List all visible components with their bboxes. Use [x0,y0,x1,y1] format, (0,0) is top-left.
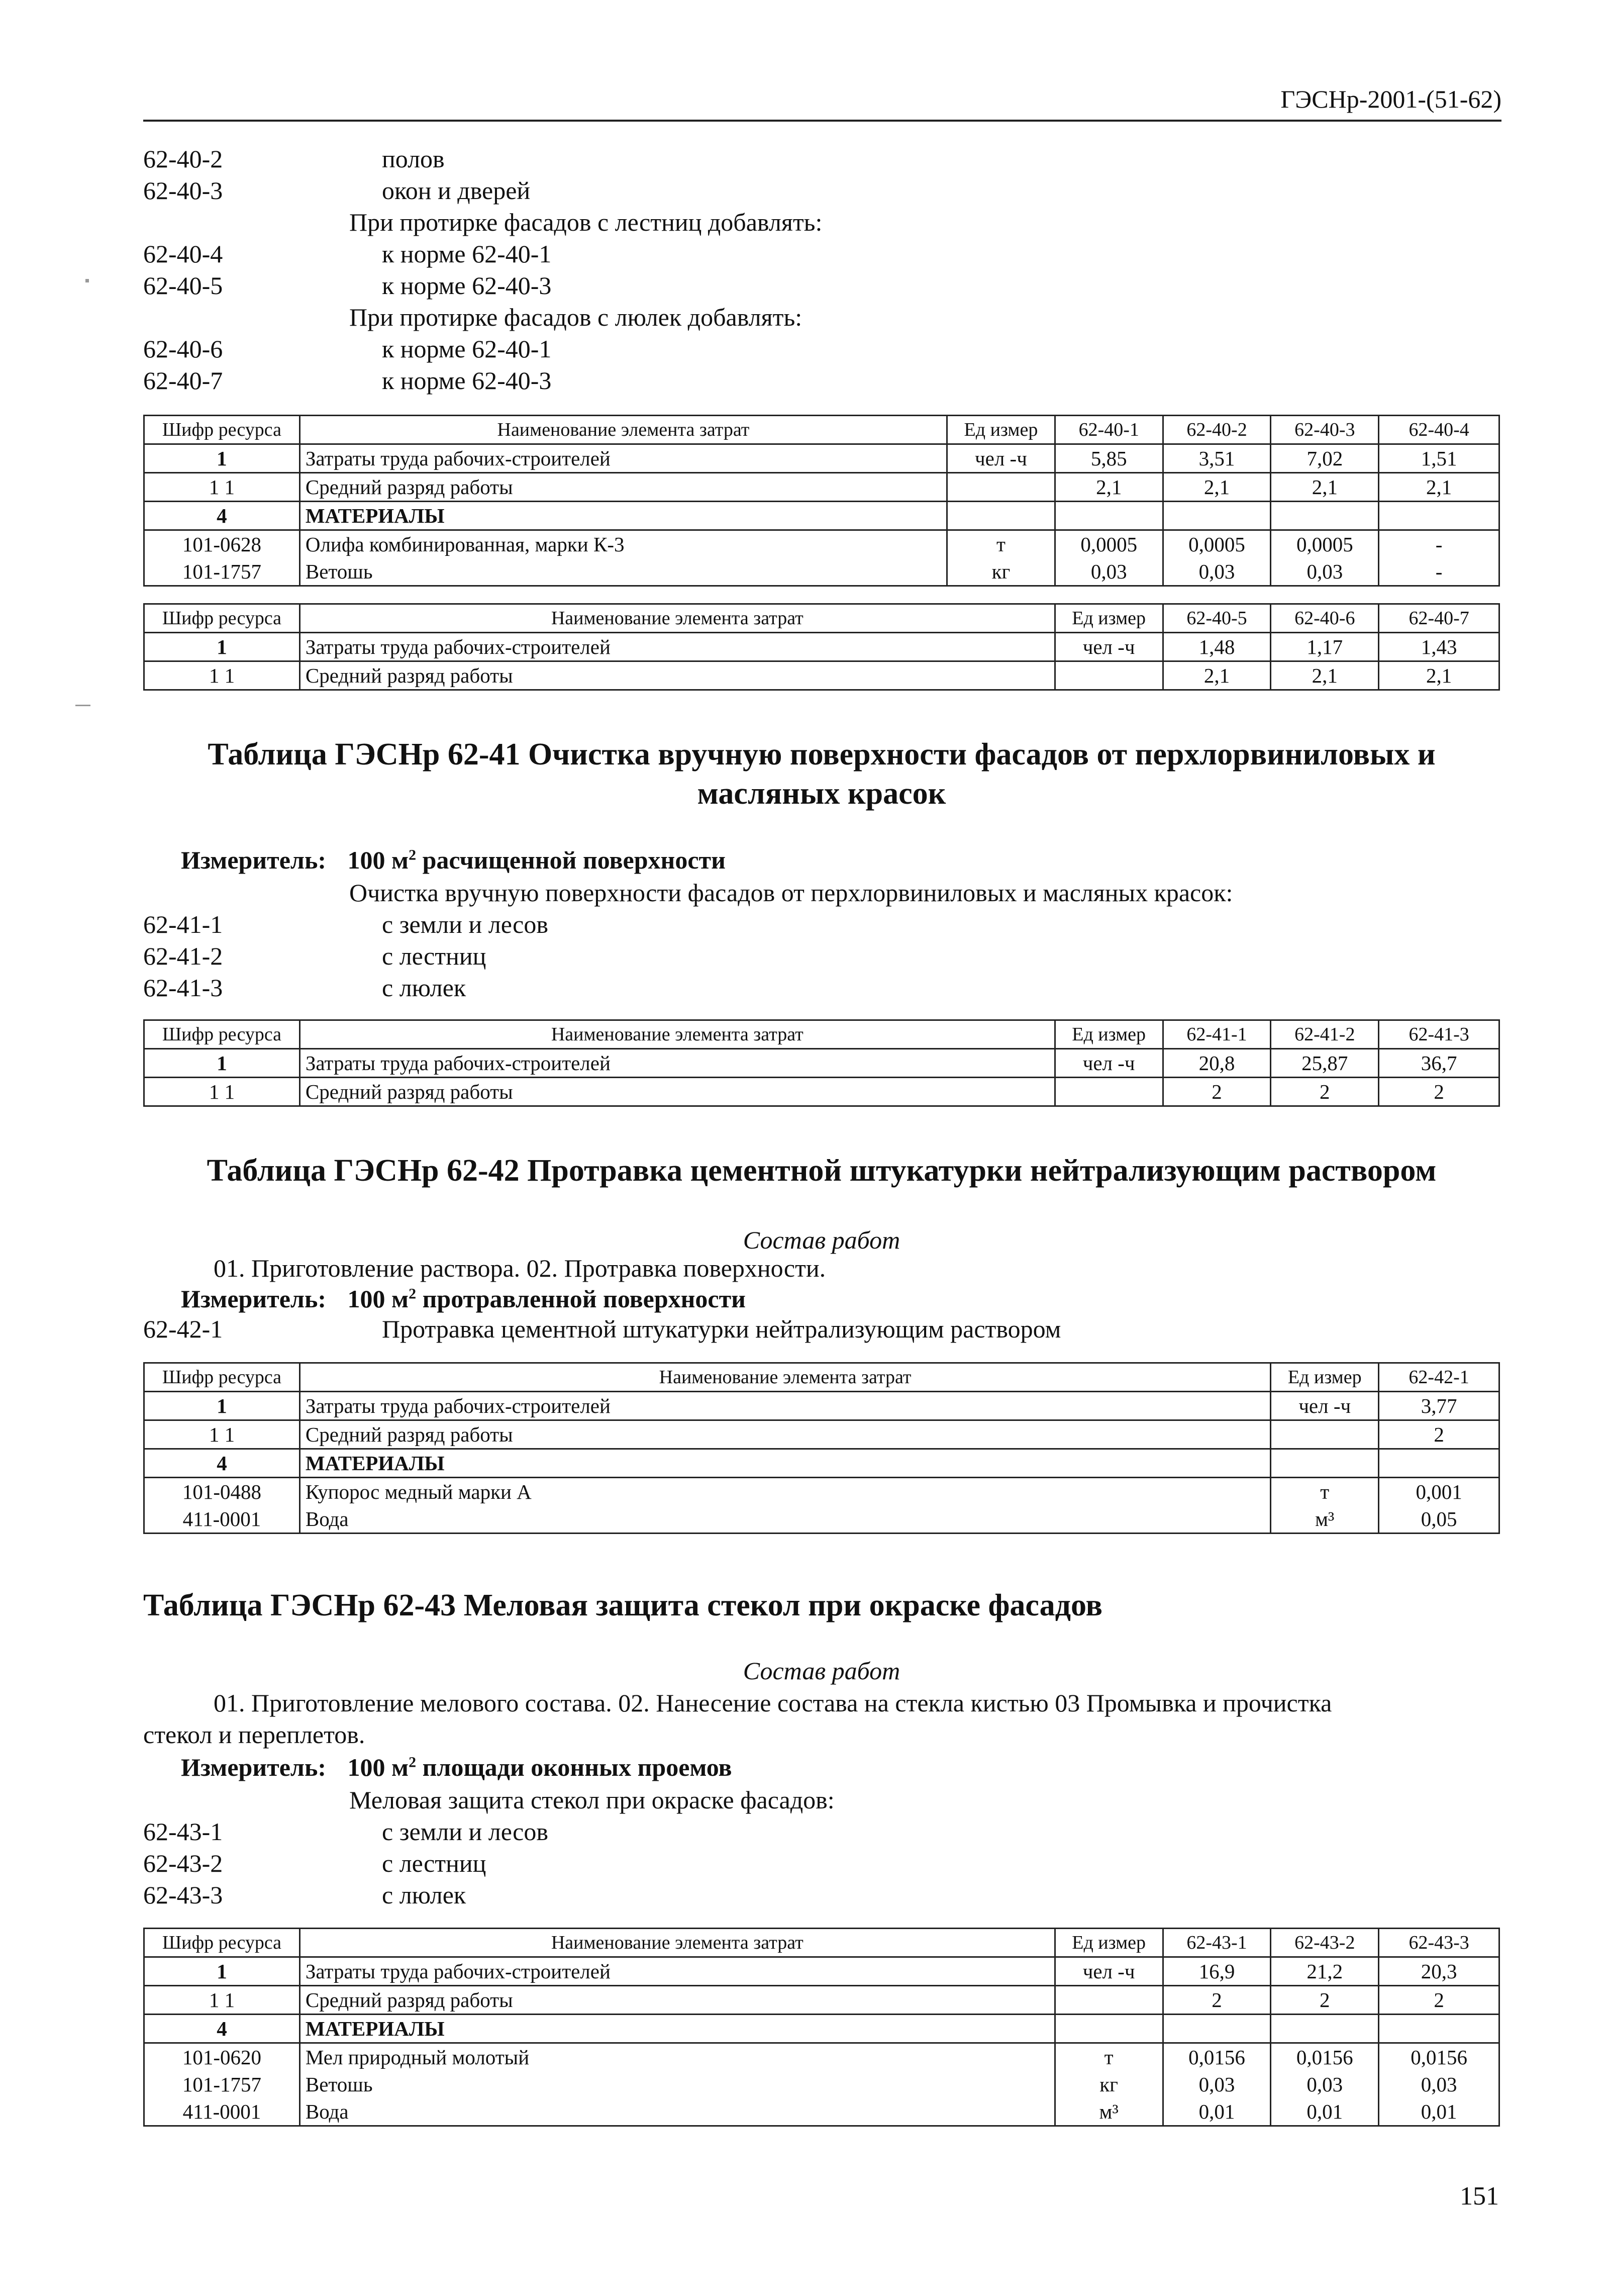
item-code: 62-41-1 [143,910,223,938]
value-cell: 0,01 [1163,2098,1271,2126]
resource-code-cell: 4 [144,502,300,530]
list-item [143,270,1500,302]
section-title-62-41 [143,735,1500,813]
resource-code-cell: 1 [144,1957,300,1986]
resource-code-cell: 4 [144,2015,300,2043]
value-cell: 2 [1271,1986,1379,2015]
item-text: к норме 62-40-3 [382,366,552,395]
value-cell: 2,1 [1379,661,1499,690]
value-cell: 0,03 [1271,558,1379,586]
unit-cell: кг [947,558,1055,586]
list-item [143,333,1500,365]
value-cell [1379,502,1499,530]
list-item [143,207,1500,238]
table-62-40-b [143,603,1500,691]
value-cell: 25,87 [1271,1049,1379,1078]
item-text: Протравка цементной штукатурки нейтрализующим раствором [382,1315,1061,1343]
item-code: 62-40-3 [143,176,223,205]
measure-62-41 [181,845,726,875]
works-line: стекол и переплетов. [143,1720,365,1749]
item-text: с земли и лесов [382,910,548,938]
title-line: Таблица ГЭСНр 62-43 Меловая защита стекол при окраске фасадов [143,1588,1102,1622]
value-cell: 2 [1379,1420,1499,1449]
value-cell: 0,0156 [1163,2043,1271,2071]
header-cell: 62-40-5 [1163,604,1271,633]
table-62-41 [143,1019,1500,1107]
header-cell: Шифр ресурса [144,1020,300,1049]
table-row [144,558,1499,586]
value-cell: 21,2 [1271,1957,1379,1986]
value-cell: 2,1 [1055,473,1163,502]
measure-label: Измеритель: [181,846,327,874]
value-cell: 5,85 [1055,444,1163,473]
value-cell [1055,502,1163,530]
table-header-row [144,1363,1499,1392]
measure-label: Измеритель: [181,1285,327,1313]
unit-cell [1055,1986,1163,2015]
unit-cell: кг [1055,2071,1163,2098]
resource-code-cell: 101-1757 [144,2071,300,2098]
resource-code-cell: 411-0001 [144,1505,300,1534]
table-row [144,473,1499,502]
item-text: с земли и лесов [382,1817,548,1846]
value-cell: 2,1 [1163,473,1271,502]
table-row [144,1449,1499,1478]
value-cell: 1,43 [1379,633,1499,661]
item-code: 62-40-5 [143,271,223,300]
works-line: 01. Приготовление мелового состава. 02. Нанесение состава на стекла кистью 03 Промывка и прочистка [214,1689,1332,1717]
item-text: При протирке фасадов с лестниц добавлять: [349,208,823,236]
header-cell: 62-43-3 [1379,1929,1499,1957]
header-cell: 62-43-1 [1163,1929,1271,1957]
item-code: 62-41-3 [143,974,223,1002]
cost-name-cell: МАТЕРИАЛЫ [299,502,947,530]
value-cell [1163,2015,1271,2043]
item-text: с люлек [382,974,466,1002]
table-62-40-a [143,415,1500,587]
table-header-row [144,1929,1499,1957]
header-cell: Наименование элемента затрат [299,1363,1270,1392]
table-row [144,1049,1499,1078]
cost-name-cell: МАТЕРИАЛЫ [299,1449,1270,1478]
table-row [144,1392,1499,1420]
list-item [143,1816,1500,1848]
resource-code-cell: 1 [144,633,300,661]
cost-name-cell: Средний разряд работы [299,1986,1055,2015]
cost-name-cell: Затраты труда рабочих-строителей [299,1957,1055,1986]
header-cell: Шифр ресурса [144,604,300,633]
value-cell: - [1379,558,1499,586]
header-cell: Наименование элемента затрат [299,416,947,444]
value-cell: 7,02 [1271,444,1379,473]
unit-cell [1271,1449,1379,1478]
value-cell: 16,9 [1163,1957,1271,1986]
unit-cell: чел -ч [1055,1957,1163,1986]
title-line: масляных красок [697,777,946,811]
header-cell: Шифр ресурса [144,1929,300,1957]
table-row [144,661,1499,690]
cost-name-cell: Затраты труда рабочих-строителей [299,444,947,473]
value-cell: 2,1 [1163,661,1271,690]
scan-mark [75,705,90,706]
title-line: Таблица ГЭСНр 62-41 Очистка вручную поверхности фасадов от перхлорвиниловых и [208,737,1436,772]
header-cell: 62-40-1 [1055,416,1163,444]
resource-code-cell: 101-0488 [144,1478,300,1506]
value-cell: 20,3 [1379,1957,1499,1986]
unit-cell: чел -ч [1055,1049,1163,1078]
cost-name-cell: Средний разряд работы [299,1420,1270,1449]
list-62-43 [143,1784,1500,1911]
measure-value: 100 $м^2$ расчищенной поверхности [347,846,726,874]
cost-name-cell: Мел природный молотый [299,2043,1055,2071]
item-code: 62-43-3 [143,1881,223,1909]
cost-name-cell: Ветошь [299,2071,1055,2098]
measure-62-43 [181,1753,732,1782]
header-cell: 62-41-1 [1163,1020,1271,1049]
item-text: с люлек [382,1881,466,1909]
value-cell: 2 [1163,1986,1271,2015]
item-text: полов [382,145,445,173]
list-item [143,972,1500,1004]
value-cell: 0,03 [1379,2071,1499,2098]
value-cell: 2,1 [1379,473,1499,502]
unit-cell [1271,1420,1379,1449]
works-text: 01. Приготовление раствора. 02. Протравка поверхности. [214,1254,826,1282]
list-62-40 [143,143,1500,397]
resource-code-cell: 1 1 [144,1986,300,2015]
item-text: к норме 62-40-1 [382,240,552,268]
value-cell: 0,0156 [1379,2043,1499,2071]
value-cell: 1,48 [1163,633,1271,661]
cost-name-cell: Вода [299,1505,1270,1534]
unit-cell [1055,661,1163,690]
value-cell: 20,8 [1163,1049,1271,1078]
cost-name-cell: МАТЕРИАЛЫ [299,2015,1055,2043]
value-cell: 3,77 [1379,1392,1499,1420]
value-cell: 2 [1271,1078,1379,1106]
unit-cell [947,473,1055,502]
composition-heading: Состав работ [743,1657,900,1685]
unit-cell [1055,1078,1163,1106]
value-cell: 2 [1163,1078,1271,1106]
table-row [144,2071,1499,2098]
resource-code-cell: 1 [144,1392,300,1420]
table-row [144,502,1499,530]
value-cell: 1,51 [1379,444,1499,473]
header-cell: Наименование элемента затрат [299,1929,1055,1957]
unit-cell [947,502,1055,530]
header-cell: 62-40-4 [1379,416,1499,444]
page-header [143,84,1501,122]
value-cell: 0,0156 [1271,2043,1379,2071]
table-header-row [144,416,1499,444]
value-cell [1379,1449,1499,1478]
list-item [143,143,1500,175]
measure-62-42 [181,1284,746,1313]
list-item [143,909,1500,940]
composition-heading: Состав работ [743,1226,900,1254]
header-cell: Ед измер [947,416,1055,444]
table-row [144,1478,1499,1506]
table-row [144,530,1499,558]
header-cell: 62-43-2 [1271,1929,1379,1957]
list-item [143,175,1500,207]
unit-cell: чел -ч [947,444,1055,473]
value-cell [1271,2015,1379,2043]
cost-name-cell: Затраты труда рабочих-строителей [299,633,1055,661]
value-cell: 2,1 [1271,661,1379,690]
list-item [143,365,1500,397]
table-row [144,2098,1499,2126]
unit-cell: т [947,530,1055,558]
cost-name-cell: Средний разряд работы [299,1078,1055,1106]
value-cell [1271,502,1379,530]
unit-cell: чел -ч [1055,633,1163,661]
header-cell: Ед измер [1055,1020,1163,1049]
table-row [144,2015,1499,2043]
item-text: Меловая защита стекол при окраске фасадов: [349,1786,835,1814]
item-text: Очистка вручную поверхности фасадов от перхлорвиниловых и масляных красок: [349,879,1233,907]
header-cell: 62-40-3 [1271,416,1379,444]
title-line: Таблица ГЭСНр 62-42 Протравка цементной штукатурки нейтрализующим раствором [207,1154,1437,1188]
value-cell: 0,03 [1163,2071,1271,2098]
value-cell: 0,05 [1379,1505,1499,1534]
document-code: ГЭСНр-2001-(51-62) [1280,85,1501,113]
table-row [144,2043,1499,2071]
header-cell: 62-42-1 [1379,1363,1499,1392]
unit-cell: м³ [1055,2098,1163,2126]
header-cell: Наименование элемента затрат [299,1020,1055,1049]
value-cell: 0,01 [1379,2098,1499,2126]
header-cell: Ед измер [1271,1363,1379,1392]
table-row [144,633,1499,661]
table-header-row [144,604,1499,633]
value-cell [1163,502,1271,530]
value-cell: 3,51 [1163,444,1271,473]
section-title-62-42 [143,1151,1500,1190]
table-row [144,1505,1499,1534]
header-cell: Наименование элемента затрат [299,604,1055,633]
cost-name-cell: Вода [299,2098,1055,2126]
unit-cell: т [1271,1478,1379,1506]
table-row [144,1078,1499,1106]
cost-name-cell: Купорос медный марки А [299,1478,1270,1506]
resource-code-cell: 1 [144,444,300,473]
value-cell: 2 [1379,1986,1499,2015]
list-62-41 [143,877,1500,1004]
list-item [143,1879,1500,1911]
item-text: к норме 62-40-3 [382,271,552,300]
value-cell: 0,0005 [1271,530,1379,558]
list-62-42 [143,1313,1500,1345]
measure-value: 100 $м^2$ протравленной поверхности [347,1285,746,1313]
resource-code-cell: 101-1757 [144,558,300,586]
item-text: При протирке фасадов с люлек добавлять: [349,303,802,331]
resource-code-cell: 411-0001 [144,2098,300,2126]
resource-code-cell: 101-0628 [144,530,300,558]
value-cell: 0,0005 [1055,530,1163,558]
list-item [143,940,1500,972]
cost-name-cell: Средний разряд работы [299,473,947,502]
resource-code-cell: 1 1 [144,1420,300,1449]
item-code: 62-40-2 [143,145,223,173]
item-code: 62-43-1 [143,1817,223,1846]
header-cell: Ед измер [1055,1929,1163,1957]
table-62-42 [143,1362,1500,1534]
value-cell: - [1379,530,1499,558]
table-row [144,1420,1499,1449]
page-number: 151 [1460,2182,1499,2211]
value-cell: 0,03 [1055,558,1163,586]
cost-name-cell: Ветошь [299,558,947,586]
value-cell: 2,1 [1271,473,1379,502]
cost-name-cell: Олифа комбинированная, марки К-3 [299,530,947,558]
header-cell: Шифр ресурса [144,1363,300,1392]
resource-code-cell: 1 1 [144,473,300,502]
value-cell: 0,001 [1379,1478,1499,1506]
item-text: с лестниц [382,1849,486,1877]
table-62-43 [143,1928,1500,2127]
header-cell: 62-41-3 [1379,1020,1499,1049]
section-title-62-43 [143,1586,1500,1625]
list-item [143,877,1500,909]
table-row [144,1986,1499,2015]
value-cell: 0,03 [1271,2071,1379,2098]
header-cell: Ед измер [1055,604,1163,633]
table-header-row [144,1020,1499,1049]
list-item [143,238,1500,270]
value-cell: 36,7 [1379,1049,1499,1078]
table-row [144,1957,1499,1986]
value-cell: 2 [1379,1078,1499,1106]
scan-mark [85,279,89,282]
header-cell: 62-40-7 [1379,604,1499,633]
item-text: окон и дверей [382,176,531,205]
item-text: с лестниц [382,942,486,970]
item-code: 62-40-4 [143,240,223,268]
table-row [144,444,1499,473]
measure-label: Измеритель: [181,1753,327,1781]
item-code: 62-43-2 [143,1849,223,1877]
header-cell: 62-40-6 [1271,604,1379,633]
value-cell: 0,01 [1271,2098,1379,2126]
value-cell [1379,2015,1499,2043]
resource-code-cell: 101-0620 [144,2043,300,2071]
resource-code-cell: 1 1 [144,661,300,690]
item-code: 62-41-2 [143,942,223,970]
unit-cell: чел -ч [1271,1392,1379,1420]
value-cell: 0,0005 [1163,530,1271,558]
item-code: 62-40-6 [143,335,223,363]
resource-code-cell: 1 1 [144,1078,300,1106]
resource-code-cell: 1 [144,1049,300,1078]
cost-name-cell: Средний разряд работы [299,661,1055,690]
list-item [143,1784,1500,1816]
header-cell: Шифр ресурса [144,416,300,444]
list-item [143,1313,1500,1345]
item-code: 62-40-7 [143,366,223,395]
unit-cell: т [1055,2043,1163,2071]
value-cell: 0,03 [1163,558,1271,586]
cost-name-cell: Затраты труда рабочих-строителей [299,1392,1270,1420]
works-text [143,1687,1500,1751]
list-item [143,302,1500,333]
item-text: к норме 62-40-1 [382,335,552,363]
cost-name-cell: Затраты труда рабочих-строителей [299,1049,1055,1078]
item-code: 62-42-1 [143,1315,223,1343]
measure-value: 100 $м^2$ площади оконных проемов [347,1753,732,1781]
unit-cell: м³ [1271,1505,1379,1534]
list-item [143,1848,1500,1879]
header-cell: 62-41-2 [1271,1020,1379,1049]
resource-code-cell: 4 [144,1449,300,1478]
value-cell: 1,17 [1271,633,1379,661]
unit-cell [1055,2015,1163,2043]
header-cell: 62-40-2 [1163,416,1271,444]
